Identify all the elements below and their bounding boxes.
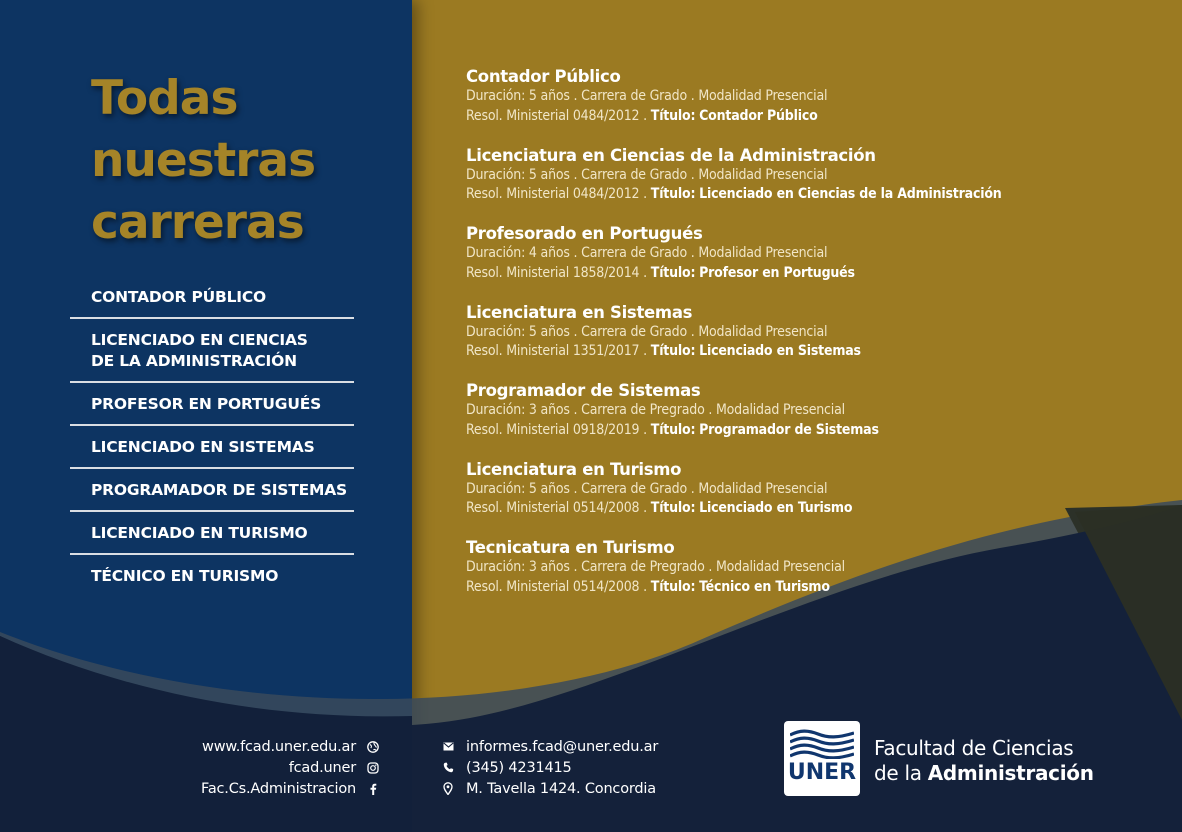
program-resolution <box>466 264 1166 284</box>
program-details: Duración: 3 años . Carrera de Pregrado . Modalidad Presencial <box>466 402 845 418</box>
resolution-text: Resol. Ministerial 0484/2012 . <box>466 107 647 124</box>
titulo-label: Título: <box>650 421 696 438</box>
program-name: Programador de Sistemas <box>466 381 701 400</box>
titulo-value: Técnico en Turismo <box>699 578 830 595</box>
phone-icon <box>441 761 455 775</box>
instagram-text[interactable]: fcad.uner <box>288 759 356 776</box>
program-entry <box>466 302 1166 381</box>
program-details: Duración: 5 años . Carrera de Grado . Modalidad Presencial <box>466 323 828 340</box>
career-item: CONTADOR PÚBLICO <box>70 276 354 319</box>
career-item: TÉCNICO EN TURISMO <box>91 567 279 585</box>
program-name: Contador Público <box>466 67 621 86</box>
uner-logo <box>784 721 860 796</box>
facebook-icon <box>366 782 380 796</box>
titulo-label: Título: <box>650 343 696 359</box>
titulo-value: Programador de Sistemas <box>699 421 879 438</box>
email-row[interactable] <box>441 736 658 757</box>
page-title <box>91 68 391 254</box>
address-text: M. Tavella 1424. Concordia <box>466 780 656 797</box>
program-list <box>466 66 1166 616</box>
instagram-link[interactable] <box>201 757 380 778</box>
phone-text[interactable]: (345) 4231415 <box>466 759 572 776</box>
program-resolution <box>466 499 1166 519</box>
website-link[interactable] <box>201 736 380 757</box>
faculty-line-2-prefix: de la <box>874 761 922 785</box>
career-item <box>70 319 354 383</box>
contact-info <box>441 736 658 799</box>
titulo-value: Contador Público <box>699 107 818 124</box>
career-item: LICENCIADO EN SISTEMAS <box>70 426 354 469</box>
titulo-value: Profesor en Portugués <box>699 264 855 281</box>
resolution-text: Resol. Ministerial 1351/2017 . <box>466 343 647 359</box>
titulo-label: Título: <box>650 264 696 281</box>
program-resolution <box>466 107 1166 127</box>
career-item-line: DE LA ADMINISTRACIÓN <box>91 352 297 370</box>
program-name: Licenciatura en Sistemas <box>466 302 693 322</box>
phone-row[interactable] <box>441 757 658 778</box>
program-entry <box>466 145 1166 224</box>
program-resolution <box>466 185 1166 205</box>
resolution-text: Resol. Ministerial 1858/2014 . <box>466 264 647 281</box>
faculty-line-1: Facultad de Ciencias <box>874 736 1074 760</box>
resolution-text: Resol. Ministerial 0514/2008 . <box>466 500 647 516</box>
resolution-text: Resol. Ministerial 0514/2008 . <box>466 578 647 595</box>
titulo-label: Título: <box>650 500 696 516</box>
title-line: Todas <box>91 71 238 126</box>
titulo-value: Licenciado en Ciencias de la Administración <box>699 186 1002 202</box>
program-entry <box>466 66 1166 145</box>
resolution-text: Resol. Ministerial 0484/2012 . <box>466 186 647 202</box>
program-name: Profesorado en Portugués <box>466 224 703 243</box>
program-entry <box>466 459 1166 538</box>
program-resolution <box>466 578 1166 598</box>
titulo-label: Título: <box>650 186 696 202</box>
instagram-icon <box>366 761 380 775</box>
program-details: Duración: 3 años . Carrera de Pregrado . Modalidad Presencial <box>466 559 845 575</box>
program-details: Duración: 5 años . Carrera de Grado . Modalidad Presencial <box>466 480 828 497</box>
address-row <box>441 778 658 799</box>
faculty-line-2-bold: Administración <box>927 761 1094 785</box>
titulo-value: Licenciado en Sistemas <box>699 343 861 359</box>
career-item: PROFESOR EN PORTUGUÉS <box>70 383 354 426</box>
resolution-text: Resol. Ministerial 0918/2019 . <box>466 421 647 438</box>
website-text[interactable]: www.fcad.uner.edu.ar <box>202 738 356 755</box>
titulo-value: Licenciado en Turismo <box>699 500 853 516</box>
titulo-label: Título: <box>650 107 696 124</box>
career-item: LICENCIADO EN TURISMO <box>70 512 354 555</box>
title-line: carreras <box>91 195 304 250</box>
program-name: Tecnicatura en Turismo <box>466 538 675 557</box>
program-entry <box>466 223 1166 302</box>
program-entry <box>466 537 1166 616</box>
facebook-link[interactable] <box>201 778 380 799</box>
wave-logo-icon <box>790 729 854 759</box>
email-text[interactable]: informes.fcad@uner.edu.ar <box>466 738 659 755</box>
career-item-line: LICENCIADO EN CIENCIAS <box>91 331 308 349</box>
titulo-label: Título: <box>650 578 696 595</box>
program-details: Duración: 4 años . Carrera de Grado . Modalidad Presencial <box>466 245 828 261</box>
career-item: PROGRAMADOR DE SISTEMAS <box>70 469 354 512</box>
faculty-name <box>874 736 1094 786</box>
globe-icon <box>366 740 380 754</box>
faculty-line-2 <box>874 761 1094 786</box>
program-name: Licenciatura en Turismo <box>466 459 682 479</box>
logo-wordmark: UNER <box>787 760 857 785</box>
program-details: Duración: 5 años . Carrera de Grado . Modalidad Presencial <box>466 88 828 104</box>
program-resolution <box>466 342 1166 362</box>
career-list <box>70 276 354 596</box>
facebook-text[interactable]: Fac.Cs.Administracion <box>201 780 356 797</box>
web-links <box>201 736 380 799</box>
program-entry <box>466 380 1166 459</box>
program-name: Licenciatura en Ciencias de la Administración <box>466 145 876 165</box>
program-details: Duración: 5 años . Carrera de Grado . Modalidad Presencial <box>466 166 828 183</box>
program-resolution <box>466 421 1166 441</box>
mail-icon <box>441 740 455 754</box>
title-line: nuestras <box>91 133 316 188</box>
location-pin-icon <box>441 782 455 796</box>
